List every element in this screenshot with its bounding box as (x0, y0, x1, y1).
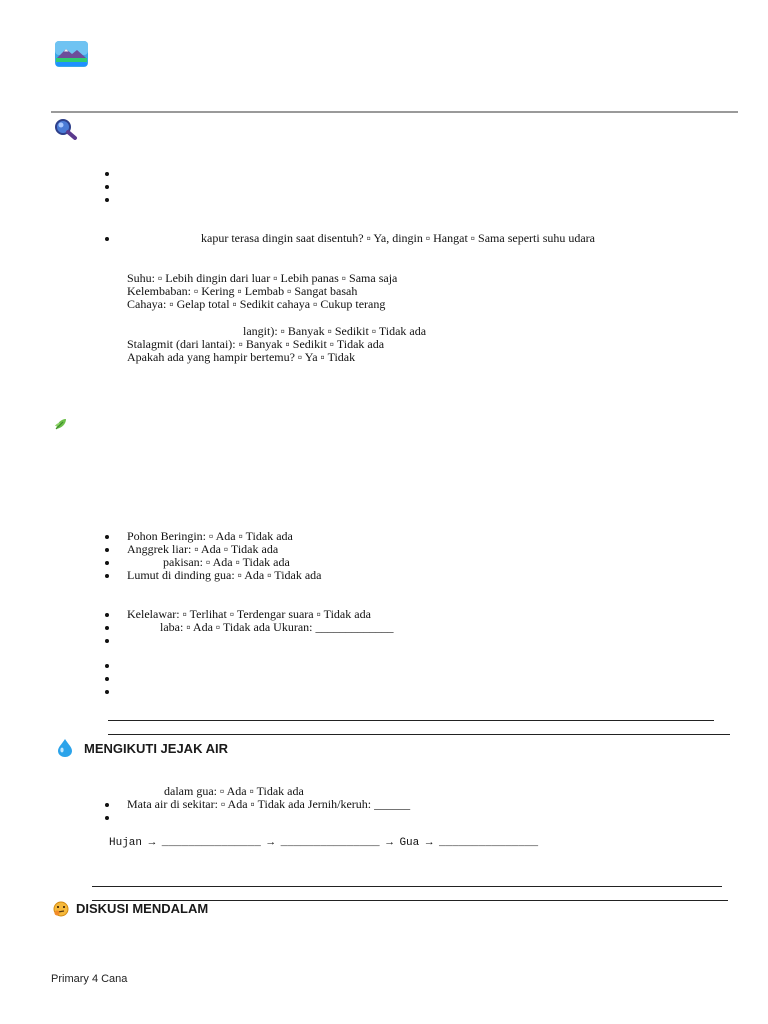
bullet (105, 561, 109, 565)
thinking-face-icon (53, 901, 70, 917)
plant-item-beringin: Pohon Beringin: ▫ Ada ▫ Tidak ada (127, 529, 293, 543)
header-divider (51, 111, 738, 113)
bullet (105, 185, 109, 189)
bullet (105, 626, 109, 630)
bullet (105, 677, 109, 681)
bullet (105, 237, 109, 241)
bullet (105, 548, 109, 552)
bullet (105, 664, 109, 668)
bullet (105, 613, 109, 617)
leaf-icon (54, 417, 68, 431)
temperature-question: kapur terasa dingin saat disentuh? ▫ Ya, dingin ▫ Hangat ▫ Sama seperti suhu udara (201, 231, 596, 245)
bullet (105, 198, 109, 202)
answer-line[interactable] (108, 734, 730, 735)
magnifier-icon (54, 118, 78, 140)
animal-item-kelelawar: Kelelawar: ▫ Terlihat ▫ Terdengar suara ▫ Tidak ada (127, 607, 371, 621)
bullet (105, 639, 109, 643)
stalaktit-line: langit): ▫ Banyak ▫ Sedikit ▫ Tidak ada (243, 324, 427, 338)
water-item-mata-air: Mata air di sekitar: ▫ Ada ▫ Tidak ada Jernih/keruh: ______ (127, 797, 411, 811)
animal-item-laba: laba: ▫ Ada ▫ Tidak ada Ukuran: _____________ (160, 620, 394, 634)
plant-item-lumut: Lumut di dinding gua: ▫ Ada ▫ Tidak ada (127, 568, 322, 582)
bullet (105, 172, 109, 176)
bullet (105, 803, 109, 807)
answer-line[interactable] (92, 886, 722, 887)
bullet (105, 574, 109, 578)
suhu-line: Suhu: ▫ Lebih dingin dari luar ▫ Lebih panas ▫ Sama saja (127, 271, 398, 285)
plant-item-pakisan: pakisan: ▫ Ada ▫ Tidak ada (163, 555, 290, 569)
landscape-picture-icon (55, 41, 88, 67)
water-item-dalam-gua: dalam gua: ▫ Ada ▫ Tidak ada (164, 784, 304, 798)
discussion-title: DISKUSI MENDALAM (76, 901, 209, 916)
water-drop-icon (56, 738, 74, 757)
plant-item-anggrek: Anggrek liar: ▫ Ada ▫ Tidak ada (127, 542, 279, 556)
stalagmit-line: Stalagmit (dari lantai): ▫ Banyak ▫ Sedikit ▫ Tidak ada (127, 337, 385, 351)
bertemu-line: Apakah ada yang hampir bertemu? ▫ Ya ▫ Tidak (127, 350, 356, 364)
bullet (105, 816, 109, 820)
bullet (105, 690, 109, 694)
footer-text: Primary 4 Cana (51, 973, 128, 985)
kelembaban-line: Kelembaban: ▫ Kering ▫ Lembab ▫ Sangat basah (127, 284, 358, 298)
water-section-title: MENGIKUTI JEJAK AIR (84, 741, 228, 756)
bullet (105, 535, 109, 539)
answer-line[interactable] (108, 720, 714, 721)
water-flow-diagram: Hujan → _______________ → _______________ → Gua → _______________ (109, 837, 539, 849)
cahaya-line: Cahaya: ▫ Gelap total ▫ Sedikit cahaya ▫ Cukup terang (127, 297, 386, 311)
